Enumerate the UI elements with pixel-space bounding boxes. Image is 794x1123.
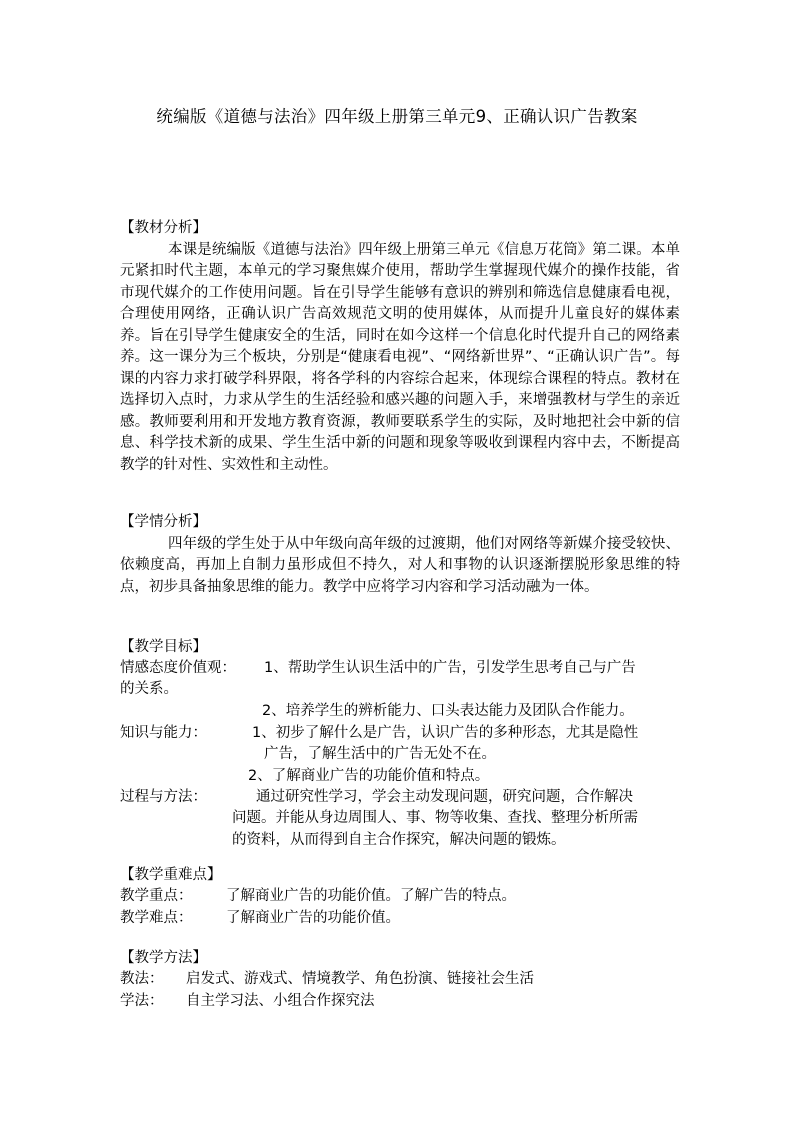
method-label-teaching: 教法： (120, 971, 164, 987)
keypoint-difficulty: 了解商业广告的功能价值。 (226, 910, 400, 926)
goal-emotion-1: 1、帮助学生认识生活中的广告，引发学生思考自己与广告 (264, 660, 636, 676)
goal-process-1: 通过研究性学习，学会主动发现问题，研究问题，合作解决 (256, 789, 633, 805)
goal-knowledge-2: 2、了解商业广告的功能价值和特点。 (248, 768, 490, 784)
goal-knowledge-1: 1、初步了解什么是广告，认识广告的多种形态，尤其是隐性 (252, 725, 639, 741)
method-learning: 自主学习法、小组合作探究法 (186, 993, 375, 1009)
section-heading: 【教学方法】 (120, 950, 207, 966)
goal-label-process: 过程与方法： (120, 789, 207, 805)
keypoint-label-focus: 教学重点： (120, 888, 193, 904)
keypoint-focus: 了解商业广告的功能价值。了解广告的特点。 (226, 888, 516, 904)
keypoint-label-difficulty: 教学难点： (120, 910, 193, 926)
document-title: 统编版《道德与法治》四年级上册第三单元9、正确认识广告教案 (156, 107, 638, 126)
goal-process-2: 问题。并能从身边周围人、事、物等收集、查找、整理分析所需 (232, 810, 638, 826)
section-teaching-goals (120, 637, 700, 847)
method-label-learning: 学法： (120, 993, 164, 1009)
section-student-analysis (120, 512, 680, 598)
section-heading: 【教材分析】 (120, 220, 207, 236)
section-heading: 【学情分析】 (120, 514, 207, 530)
section-heading: 【教学重难点】 (120, 867, 222, 883)
section-textbook-analysis (120, 218, 680, 476)
goal-emotion-2: 2、培养学生的辨析能力、口头表达能力及团队合作能力。 (262, 703, 634, 719)
section-teaching-methods (120, 948, 680, 1018)
goal-emotion-1-cont: 的关系。 (120, 681, 178, 697)
section-key-points (120, 865, 680, 935)
goal-label-emotion: 情感态度价值观： (120, 660, 236, 676)
goal-label-knowledge: 知识与能力： (120, 725, 207, 741)
goal-knowledge-1-cont: 广告，了解生活中的广告无处不在。 (264, 746, 496, 762)
section-heading: 【教学目标】 (120, 639, 207, 655)
method-teaching: 启发式、游戏式、情境教学、角色扮演、链接社会生活 (186, 971, 534, 987)
section-paragraph: 四年级的学生处于从中年级向高年级的过渡期，他们对网络等新媒介接受较快、依赖度高，再加上自制力虽形成但不持久，对人和事物的认识逐渐摆脱形象思维的特点，初步具备抽象思维的能力。教学中应将学习内容和学习活动融为一体。 (120, 535, 680, 595)
section-paragraph: 本课是统编版《道德与法治》四年级上册第三单元《信息万花筒》第二课。本单元紧扣时代主题，本单元的学习聚焦媒介使用，帮助学生掌握现代媒介的操作技能，省市现代媒介的工作使用问题。旨在引导学生能够有意识的辨别和筛选信息健康看电视，合理使用网络，正确认识广告高效规范文明的使用媒体，从而提升儿童良好的媒体素养。旨在引导学生健康安全的生活，同时在如今这样一个信息化时代提升自己的网络素养。这一课分为三个板块，分别是“健康看电视”、“网络新世界”、“正确认识广告”。每课的内容力求打破学科界限，将各学科的内容综合起来，体现综合课程的特点。教材在选择切入点时，力求从学生的生活经验和感兴趣的问题入手，来增强教材与学生的亲近感。教师要利用和开发地方教育资源，教师要联系学生的实际，及时地把社会中新的信息、科学技术新的成果、学生生活中新的问题和现象等吸收到课程内容中去，不断提高教学的针对性、实效性和主动性。 (120, 241, 680, 473)
goal-process-3: 的资料，从而得到自主合作探究，解决问题的锻炼。 (232, 832, 566, 848)
